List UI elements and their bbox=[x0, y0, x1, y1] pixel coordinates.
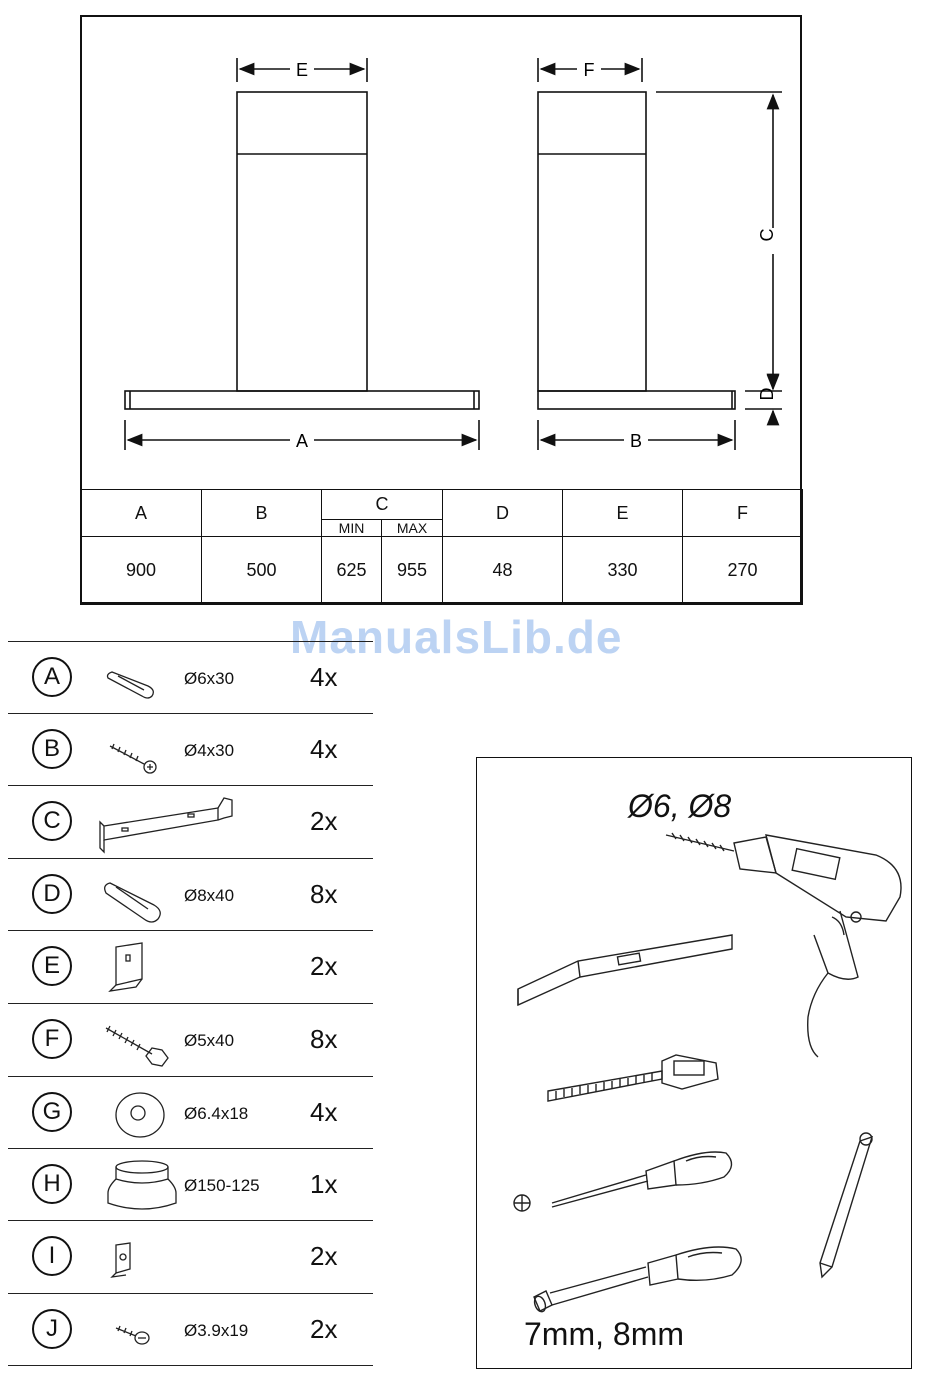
part-letter: E bbox=[32, 946, 72, 986]
part-letter: G bbox=[32, 1092, 72, 1132]
reducer-flange-icon bbox=[96, 1153, 191, 1217]
drill-icon bbox=[666, 833, 901, 1057]
tape-measure-icon bbox=[548, 1055, 718, 1101]
dimensions-table bbox=[80, 489, 803, 605]
side-chimney-outline bbox=[538, 92, 646, 391]
value-f: 270 bbox=[683, 537, 803, 605]
dim-label-b: B bbox=[629, 431, 643, 451]
watermark: ManualsLib.de bbox=[290, 611, 623, 663]
front-canopy-outline bbox=[125, 391, 479, 409]
nut-driver-icon bbox=[533, 1247, 742, 1313]
header-a: A bbox=[81, 490, 202, 537]
part-size: Ø6x30 bbox=[184, 669, 235, 688]
tools-illustration bbox=[476, 757, 912, 1369]
pencil-icon bbox=[820, 1133, 872, 1277]
header-c-max: MAX bbox=[382, 520, 443, 537]
list-item bbox=[8, 1220, 373, 1293]
part-quantity: 2x bbox=[310, 806, 338, 836]
part-quantity: 2x bbox=[310, 1241, 338, 1271]
value-c-max: 955 bbox=[382, 537, 443, 605]
part-size: Ø6.4x18 bbox=[184, 1104, 249, 1123]
list-item bbox=[8, 1003, 373, 1076]
part-size: Ø4x30 bbox=[184, 741, 235, 760]
part-quantity: 1x bbox=[310, 1169, 338, 1199]
value-a: 900 bbox=[81, 537, 202, 605]
part-size: Ø5x40 bbox=[184, 1031, 235, 1050]
dim-label-d: D bbox=[757, 387, 777, 401]
header-d: D bbox=[443, 490, 563, 537]
list-item bbox=[8, 713, 373, 786]
part-letter: J bbox=[32, 1309, 72, 1349]
clip-icon bbox=[96, 1225, 191, 1289]
header-e: E bbox=[563, 490, 683, 537]
part-quantity: 2x bbox=[310, 951, 338, 981]
dim-label-a: A bbox=[295, 431, 309, 451]
part-letter: H bbox=[32, 1164, 72, 1204]
hex-screw-icon bbox=[96, 1008, 191, 1072]
part-quantity: 4x bbox=[310, 734, 338, 764]
list-item bbox=[8, 930, 373, 1003]
dim-label-c: C bbox=[757, 228, 777, 242]
header-c: C bbox=[322, 490, 443, 520]
part-letter: A bbox=[32, 657, 72, 697]
part-letter: B bbox=[32, 729, 72, 769]
value-c-min: 625 bbox=[322, 537, 382, 605]
part-quantity: 4x bbox=[310, 662, 338, 692]
part-letter: D bbox=[32, 874, 72, 914]
spirit-level-icon bbox=[518, 935, 732, 1005]
part-letter: F bbox=[32, 1019, 72, 1059]
value-e: 330 bbox=[563, 537, 683, 605]
drill-bit-size-label: Ø6, Ø8 bbox=[628, 788, 732, 824]
parts-list-divider bbox=[8, 1365, 373, 1366]
socket-size-label: 7mm, 8mm bbox=[524, 1316, 684, 1352]
part-size: Ø3.9x19 bbox=[184, 1321, 249, 1340]
header-b: B bbox=[202, 490, 322, 537]
list-item bbox=[8, 858, 373, 931]
header-f: F bbox=[683, 490, 803, 537]
dim-label-f: F bbox=[583, 60, 595, 80]
list-item bbox=[8, 1076, 373, 1149]
side-canopy-outline bbox=[538, 391, 735, 409]
washer-icon bbox=[96, 1081, 191, 1145]
list-item bbox=[8, 785, 373, 858]
value-d: 48 bbox=[443, 537, 563, 605]
part-quantity: 8x bbox=[310, 1024, 338, 1054]
part-letter: C bbox=[32, 801, 72, 841]
value-b: 500 bbox=[202, 537, 322, 605]
header-c-min: MIN bbox=[322, 520, 382, 537]
dim-label-e: E bbox=[295, 60, 309, 80]
list-item bbox=[8, 1148, 373, 1221]
front-chimney-outline bbox=[237, 92, 367, 391]
list-item bbox=[8, 641, 373, 714]
part-size: Ø8x40 bbox=[184, 886, 235, 905]
wall-plug-large-icon bbox=[96, 863, 191, 927]
screw-small-icon bbox=[96, 718, 191, 782]
small-screw-icon bbox=[96, 1298, 191, 1362]
part-quantity: 8x bbox=[310, 879, 338, 909]
list-item bbox=[8, 1293, 373, 1366]
part-quantity: 2x bbox=[310, 1314, 338, 1344]
mounting-bracket-icon bbox=[92, 790, 252, 854]
part-quantity: 4x bbox=[310, 1097, 338, 1127]
hook-plate-icon bbox=[96, 935, 191, 999]
hood-dimension-drawing bbox=[0, 0, 950, 490]
wall-plug-small-icon bbox=[96, 646, 191, 710]
phillips-screwdriver-icon bbox=[514, 1152, 732, 1211]
part-size: Ø150-125 bbox=[184, 1176, 260, 1195]
part-letter: I bbox=[32, 1236, 72, 1276]
